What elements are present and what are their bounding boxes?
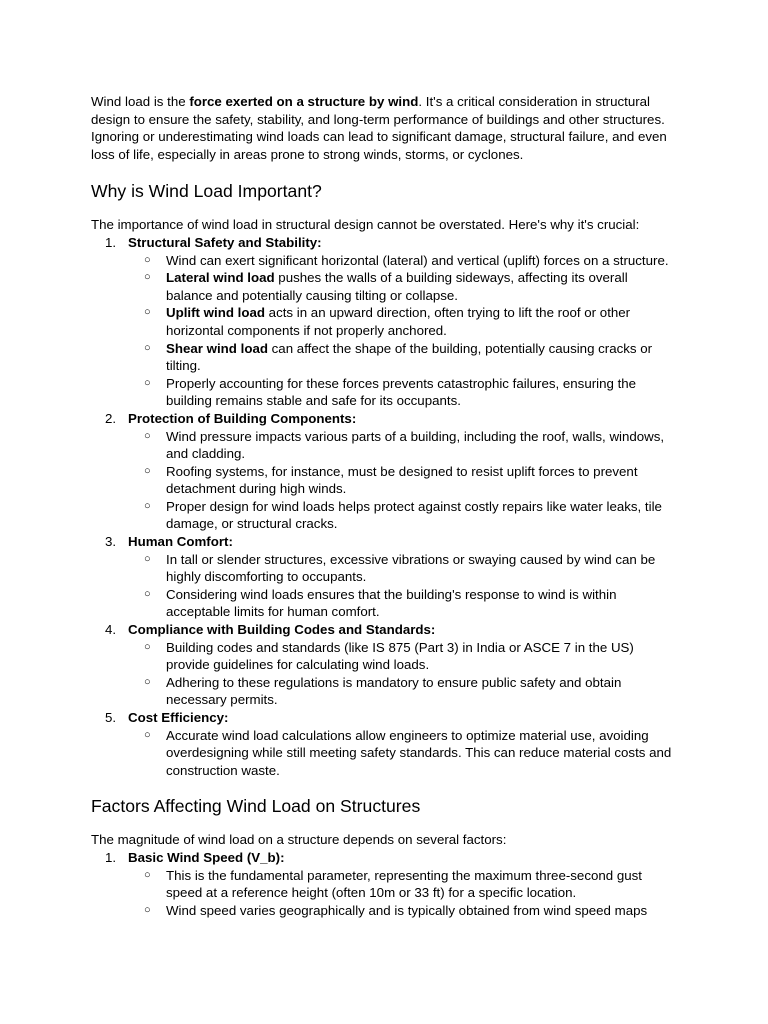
bullet-item — [128, 727, 677, 780]
bullet-item — [128, 551, 677, 586]
bullet-item — [128, 498, 677, 533]
circle-bullet-icon: ○ — [144, 675, 151, 688]
bullet-text: Adhering to these regulations is mandatory to ensure public safety and obtain necessary permits. — [166, 674, 622, 708]
circle-bullet-icon: ○ — [144, 464, 151, 477]
numbered-item — [91, 410, 677, 533]
bullet-text: Considering wind loads ensures that the building's response to wind is within acceptable limits for human comfort. — [166, 586, 617, 620]
bullet-text: acts in an upward direction, often trying to lift the roof or other horizontal components if not properly anchored. — [166, 305, 631, 338]
bullet-text: In tall or slender structures, excessive vibrations or swaying caused by wind can be highly discomforting to occupants. — [166, 551, 656, 585]
factors-list — [91, 849, 677, 919]
circle-bullet-icon: ○ — [144, 587, 151, 600]
circle-bullet-icon: ○ — [144, 376, 151, 389]
item-title: Cost Efficiency: — [128, 710, 229, 725]
item-number: 5. — [105, 710, 117, 725]
why-list — [91, 234, 677, 779]
sub-list — [128, 867, 677, 920]
numbered-item — [91, 533, 677, 621]
bullet-text: Wind pressure impacts various parts of a building, including the roof, walls, windows, and cladding. — [166, 428, 665, 462]
why-intro: The importance of wind load in structural design cannot be overstated. Here's why it's crucial: — [91, 217, 640, 233]
bullet-bold-term: Uplift wind load — [166, 305, 265, 321]
circle-bullet-icon: ○ — [144, 499, 151, 512]
item-number: 1. — [105, 234, 117, 250]
bullet-bold-term: Lateral wind load — [166, 270, 275, 286]
bullet-item — [128, 674, 677, 709]
bullet-item — [128, 586, 677, 621]
factors-intro: The magnitude of wind load on a structure depends on several factors: — [91, 832, 507, 848]
bullet-item — [128, 902, 677, 920]
item-title: Structural Safety and Stability: — [128, 234, 322, 250]
bullet-text: Proper design for wind loads helps protect against costly repairs like water leaks, tile damage, or structural cracks. — [166, 498, 662, 532]
circle-bullet-icon: ○ — [144, 640, 151, 653]
circle-bullet-icon: ○ — [144, 253, 151, 266]
item-number: 4. — [105, 622, 117, 638]
intro-post: . It's a critical consideration in structural design to ensure the safety, stability, and long-term performance of buildings and other structures. Ignoring or underestimating wind loads can lead to significant damage, structural failure, and even loss of life, especially in areas prone to strong winds, storms, or cyclones. — [91, 94, 667, 162]
sub-list — [128, 727, 677, 780]
sub-list — [128, 639, 677, 709]
intro-paragraph — [91, 93, 677, 163]
bullet-item — [128, 304, 677, 339]
circle-bullet-icon: ○ — [144, 903, 151, 916]
bullet-item — [128, 463, 677, 498]
bullet-text: pushes the walls of a building sideways, affecting its overall balance and potentially causing tilting or collapse. — [166, 270, 628, 303]
bullet-text: This is the fundamental parameter, representing the maximum three-second gust speed at a reference height (often 10m or 33 ft) for a specific location. — [166, 867, 642, 901]
numbered-item — [91, 849, 677, 919]
item-title: Basic Wind Speed (V_b): — [128, 849, 285, 865]
circle-bullet-icon: ○ — [144, 728, 151, 741]
item-title: Protection of Building Components: — [128, 410, 357, 426]
bullet-text: Roofing systems, for instance, must be designed to resist uplift forces to prevent detachment during high winds. — [166, 463, 638, 497]
factors-heading: Factors Affecting Wind Load on Structures — [91, 796, 421, 817]
circle-bullet-icon: ○ — [144, 271, 151, 284]
item-number: 1. — [105, 849, 117, 865]
item-number: 2. — [105, 410, 117, 426]
numbered-item — [91, 234, 677, 410]
bullet-bold-term: Shear wind load — [166, 340, 268, 356]
sub-list — [128, 252, 677, 410]
circle-bullet-icon: ○ — [144, 306, 151, 319]
circle-bullet-icon: ○ — [144, 868, 151, 881]
circle-bullet-icon: ○ — [144, 341, 151, 354]
bullet-item — [128, 428, 677, 463]
bullet-item — [128, 340, 677, 375]
bullet-item — [128, 867, 677, 902]
why-heading: Why is Wind Load Important? — [91, 181, 322, 202]
item-title: Compliance with Building Codes and Standards: — [128, 622, 436, 638]
bullet-text: Wind can exert significant horizontal (lateral) and vertical (uplift) forces on a structure. — [166, 252, 669, 268]
bullet-text: can affect the shape of the building, potentially causing cracks or tilting. — [166, 340, 653, 374]
circle-bullet-icon: ○ — [144, 429, 151, 442]
circle-bullet-icon: ○ — [144, 552, 151, 565]
sub-list — [128, 428, 677, 534]
bullet-text: Building codes and standards (like IS 875 (Part 3) in India or ASCE 7 in the US) provide guidelines for calculating wind loads. — [166, 639, 634, 673]
intro-pre: Wind load is the — [91, 94, 190, 109]
bullet-text: Properly accounting for these forces prevents catastrophic failures, ensuring the building remains stable and safe for its occupants. — [166, 375, 637, 409]
sub-list — [128, 551, 677, 621]
item-number: 3. — [105, 534, 117, 550]
bullet-item — [128, 639, 677, 674]
intro-bold: force exerted on a structure by wind — [189, 94, 419, 109]
numbered-item — [91, 621, 677, 709]
bullet-item — [128, 269, 677, 304]
bullet-text: Accurate wind load calculations allow engineers to optimize material use, avoiding overdesigning while still meeting safety standards. This can reduce material costs and construction waste. — [166, 727, 672, 778]
bullet-text: Wind speed varies geographically and is typically obtained from wind speed maps — [166, 902, 648, 918]
numbered-item — [91, 709, 677, 779]
item-title: Human Comfort: — [128, 534, 233, 550]
bullet-item — [128, 375, 677, 410]
bullet-item — [128, 252, 677, 270]
